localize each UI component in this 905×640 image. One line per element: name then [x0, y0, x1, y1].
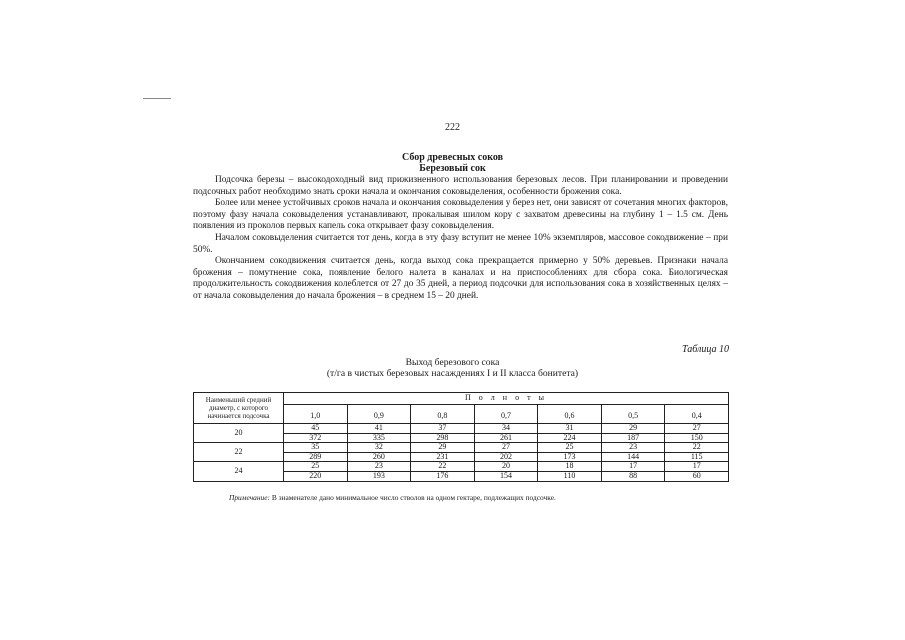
table-cell: 35	[284, 443, 348, 453]
table-cell: 110	[538, 471, 602, 481]
subsection-heading: Березовый сок	[419, 163, 486, 174]
table-cell: 298	[411, 433, 475, 443]
paragraph: Окончанием сокодвижения считается день, когда выход сока прекращается примерно у 50% деревьев. Признаки начала брожения – помутнение сока, появление белого налета в каналах и на приспособлениях для сбора сока. Биологическая продолжительность сокодвижения колеблется от 27 до 35 дней, а период подсочки для использования сока в хозяйственных целях – от начала соковыделения до начала брожения – в среднем 15 – 20 дней.	[193, 256, 728, 301]
table-cell: 23	[601, 443, 665, 453]
column-header: 0,4	[665, 405, 729, 424]
column-header: 0,7	[474, 405, 538, 424]
table-cell: 23	[347, 462, 411, 472]
table-cell: 25	[538, 443, 602, 453]
table-cell: 220	[284, 471, 348, 481]
table-cell: 27	[474, 443, 538, 453]
table-cell: 88	[601, 471, 665, 481]
table-cell: 34	[474, 424, 538, 434]
table-cell: 60	[665, 471, 729, 481]
table-header-row	[194, 393, 729, 405]
table-subtitle: (т/га в чистых березовых насаждениях I и II класса бонитета)	[326, 368, 579, 379]
table-cell: 20	[474, 462, 538, 472]
table-cell: 372	[284, 433, 348, 443]
section-heading: Сбор древесных соков	[401, 152, 504, 163]
diameter-cell: 20	[194, 424, 284, 443]
table-cell: 144	[601, 452, 665, 462]
table-row	[194, 443, 729, 453]
page-number: 222	[445, 122, 460, 133]
column-header: 0,5	[601, 405, 665, 424]
diameter-cell: 22	[194, 443, 284, 462]
table-cell: 41	[347, 424, 411, 434]
table-cell: 31	[538, 424, 602, 434]
table-cell: 17	[665, 462, 729, 472]
row-header-cell: Наименьший средний диаметр, с которого начинается подсочка	[194, 393, 284, 424]
paragraph: Подсочка березы – высокодоходный вид прижизненного использования березовых лесов. При планировании и проведении подсочных работ необходимо знать сроки начала и окончания соковыделения, особенности брожения сока.	[193, 175, 728, 197]
table-title: Выход березового сока	[405, 357, 500, 368]
table-cell: 260	[347, 452, 411, 462]
table-cell: 17	[601, 462, 665, 472]
column-header: 0,8	[411, 405, 475, 424]
paragraph: Более или менее устойчивых сроков начала и окончания соковыделения у берез нет, они зависят от сочетания многих факторов, поэтому фазу начала соковыделения устанавливают, прокалывая шилом кору с захватом древесины на глубину 1 – 1.5 см. День появления из проколов первых капель сока открывает фазу соковыделения.	[193, 198, 728, 232]
table-note	[229, 493, 556, 502]
table-cell: 231	[411, 452, 475, 462]
table-cell: 29	[601, 424, 665, 434]
table-cell: 261	[474, 433, 538, 443]
diameter-cell: 24	[194, 462, 284, 481]
margin-mark	[143, 98, 171, 99]
table-cell: 22	[411, 462, 475, 472]
table-cell: 176	[411, 471, 475, 481]
table-cell: 115	[665, 452, 729, 462]
column-header: 0,6	[538, 405, 602, 424]
table-row	[194, 424, 729, 434]
table-cell: 45	[284, 424, 348, 434]
table-cell: 154	[474, 471, 538, 481]
table-cell: 27	[665, 424, 729, 434]
table-cell: 202	[474, 452, 538, 462]
table-cell: 37	[411, 424, 475, 434]
table-cell: 187	[601, 433, 665, 443]
body-text	[193, 175, 728, 303]
table-cell: 224	[538, 433, 602, 443]
column-header: 0,9	[347, 405, 411, 424]
table-cell: 18	[538, 462, 602, 472]
table-cell: 173	[538, 452, 602, 462]
table-cell: 150	[665, 433, 729, 443]
sap-yield-table	[193, 392, 729, 482]
table-cell: 289	[284, 452, 348, 462]
note-text: В знаменателе дано минимальное число стволов на одном гектаре, подлежащих подсочке.	[271, 493, 556, 502]
group-header-cell: П о л н о т ы	[284, 393, 729, 405]
table-cell: 193	[347, 471, 411, 481]
paragraph: Началом соковыделения считается тот день, когда в эту фазу вступит не менее 10% экземпляров, массовое сокодвижение – при 50%.	[193, 232, 728, 255]
table-cell: 335	[347, 433, 411, 443]
table-cell: 29	[411, 443, 475, 453]
column-header: 1,0	[284, 405, 348, 424]
table-label: Таблица 10	[682, 344, 729, 355]
note-label: Примечание:	[229, 493, 270, 502]
table-cell: 22	[665, 443, 729, 453]
table-row	[194, 462, 729, 472]
table-cell: 32	[347, 443, 411, 453]
table-cell: 25	[284, 462, 348, 472]
